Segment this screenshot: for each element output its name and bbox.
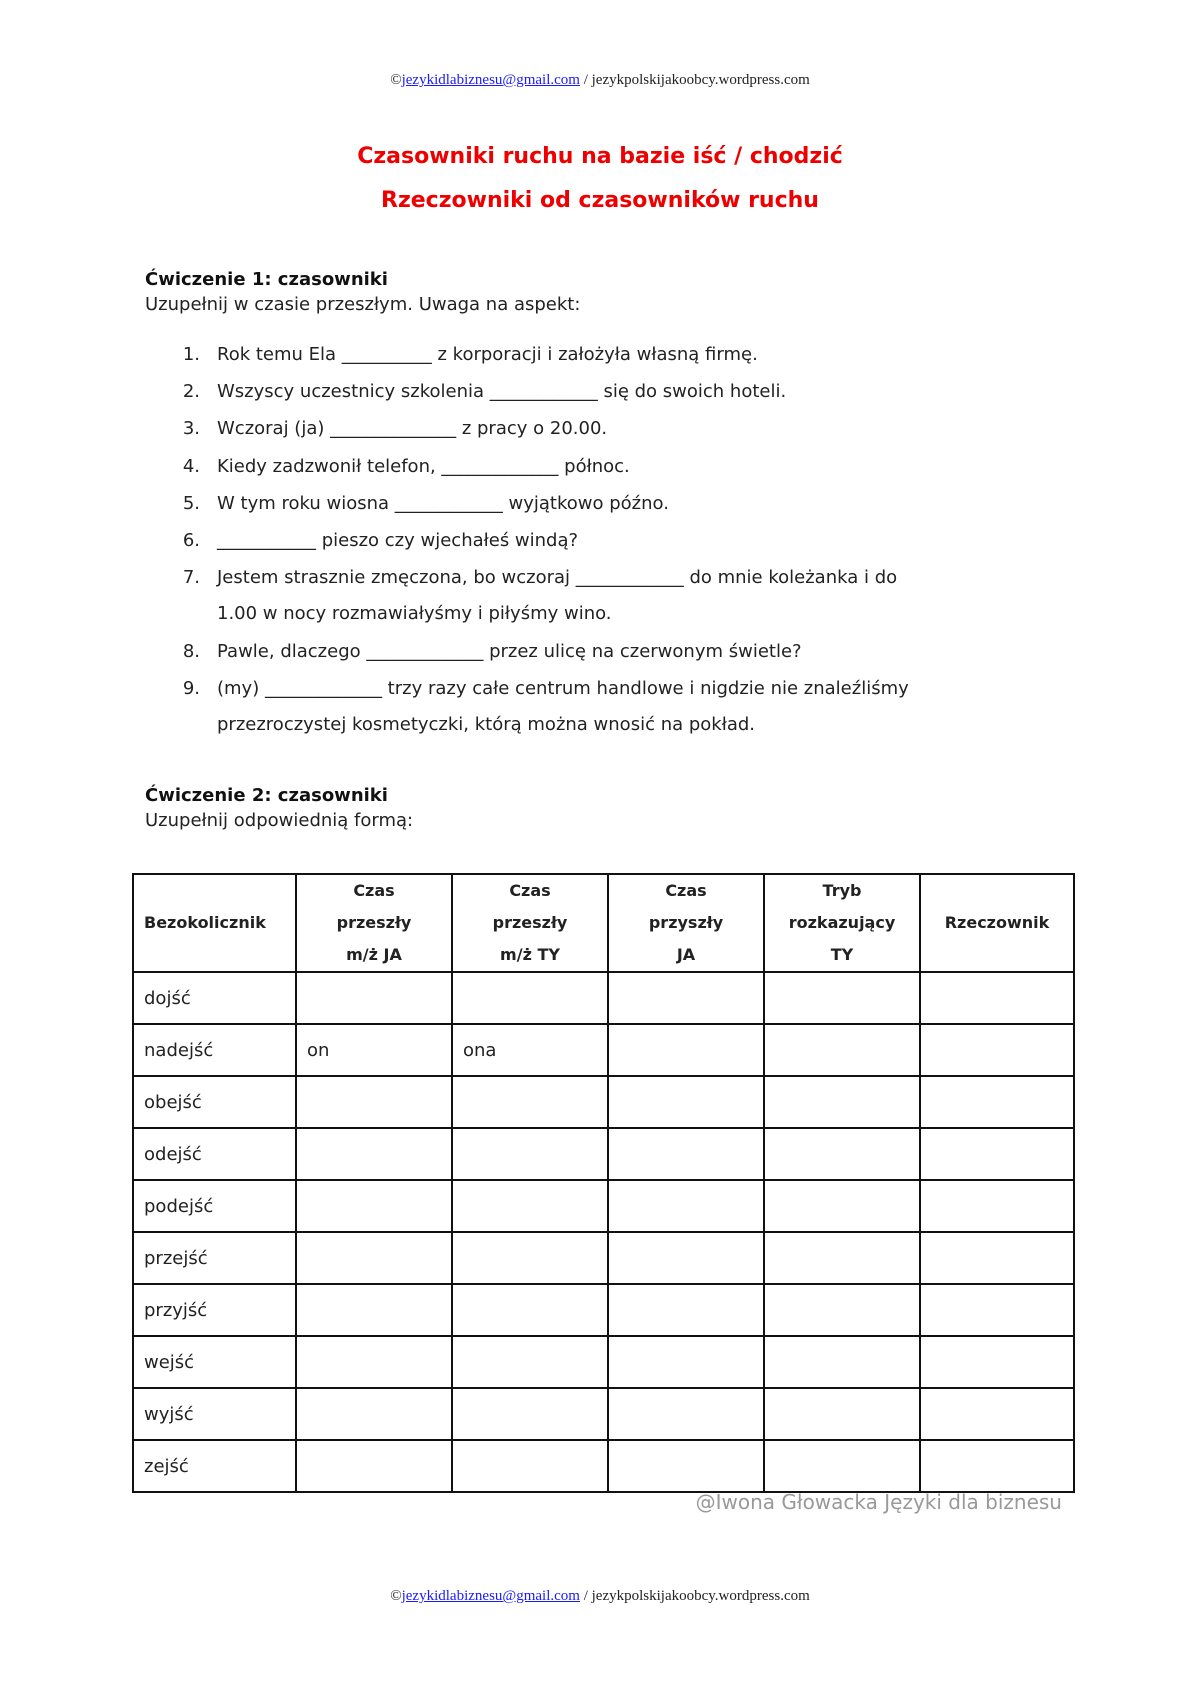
item-sentence bbox=[217, 456, 630, 477]
answer-cell[interactable] bbox=[608, 1388, 764, 1440]
column-header-line: Tryb bbox=[822, 881, 862, 900]
column-header bbox=[608, 874, 764, 972]
sentence-end: trzy razy całe centrum handlowe i nigdzie nie znaleźliśmy bbox=[381, 678, 909, 699]
answer-cell[interactable] bbox=[920, 1232, 1074, 1284]
infinitive-cell: przejść bbox=[133, 1232, 296, 1284]
answer-blank[interactable]: __________ bbox=[341, 344, 432, 365]
answer-cell[interactable] bbox=[608, 1076, 764, 1128]
answer-blank[interactable]: ___________ bbox=[217, 530, 316, 551]
column-header-line: Rzeczownik bbox=[944, 913, 1050, 932]
answer-cell[interactable] bbox=[296, 1440, 452, 1492]
column-header-line: przeszły bbox=[492, 913, 568, 932]
table-row bbox=[133, 1180, 1074, 1232]
infinitive-cell: wyjść bbox=[133, 1388, 296, 1440]
page-subtitle: Rzeczowniki od czasowników ruchu bbox=[381, 188, 819, 213]
table-row bbox=[133, 1024, 1074, 1076]
page-header bbox=[0, 72, 1200, 89]
answer-cell[interactable] bbox=[452, 1180, 608, 1232]
answer-cell[interactable] bbox=[764, 1180, 920, 1232]
sentence-end: pieszo czy wjechałeś windą? bbox=[316, 530, 579, 551]
infinitive-cell: obejść bbox=[133, 1076, 296, 1128]
website-text: jezykpolskijakoobcy.wordpress.com bbox=[591, 1588, 810, 1604]
column-header-line: rozkazujący bbox=[788, 913, 896, 932]
table-row bbox=[133, 1336, 1074, 1388]
answer-cell[interactable] bbox=[296, 1232, 452, 1284]
column-header-line: TY bbox=[830, 945, 854, 964]
answer-cell[interactable] bbox=[608, 1024, 764, 1076]
sentence-start: Kiedy zadzwonił telefon, bbox=[217, 456, 442, 477]
answer-cell[interactable] bbox=[920, 1388, 1074, 1440]
answer-cell[interactable]: on bbox=[296, 1024, 452, 1076]
item-sentence-continuation: przezroczystej kosmetyczki, którą można wnosić na pokład. bbox=[217, 714, 756, 735]
item-number: 5. bbox=[182, 493, 200, 514]
answer-cell[interactable] bbox=[608, 1336, 764, 1388]
item-sentence bbox=[217, 344, 758, 365]
answer-cell[interactable] bbox=[764, 1440, 920, 1492]
sentence-end: z pracy o 20.00. bbox=[456, 418, 608, 439]
answer-cell[interactable] bbox=[452, 1232, 608, 1284]
infinitive-cell: nadejść bbox=[133, 1024, 296, 1076]
column-header-line: Czas bbox=[353, 881, 395, 900]
answer-cell[interactable] bbox=[764, 1024, 920, 1076]
sentence-end: północ. bbox=[558, 456, 630, 477]
copyright-symbol: © bbox=[390, 1588, 402, 1604]
item-sentence-continuation: 1.00 w nocy rozmawiałyśmy i piłyśmy wino. bbox=[217, 603, 612, 624]
answer-cell[interactable] bbox=[920, 1284, 1074, 1336]
column-header-line: JA bbox=[676, 945, 696, 964]
table-row bbox=[133, 1440, 1074, 1492]
table-row bbox=[133, 1076, 1074, 1128]
sentence-start: Wczoraj (ja) bbox=[217, 418, 331, 439]
sentence-start: Pawle, dlaczego bbox=[217, 641, 367, 662]
item-number: 6. bbox=[182, 530, 200, 551]
exercise2-heading: Ćwiczenie 2: czasowniki bbox=[145, 785, 388, 806]
table-row bbox=[133, 1232, 1074, 1284]
item-sentence bbox=[217, 418, 607, 439]
answer-cell[interactable] bbox=[764, 1336, 920, 1388]
answer-cell[interactable] bbox=[764, 972, 920, 1024]
column-header bbox=[296, 874, 452, 972]
answer-blank[interactable]: _____________ bbox=[264, 678, 382, 699]
item-sentence bbox=[217, 641, 802, 662]
answer-blank[interactable]: ____________ bbox=[489, 381, 598, 402]
column-header bbox=[452, 874, 608, 972]
exercise2-table bbox=[132, 873, 1075, 1493]
answer-cell[interactable] bbox=[920, 1180, 1074, 1232]
answer-cell[interactable] bbox=[452, 1388, 608, 1440]
column-header-line: m/ż JA bbox=[346, 945, 402, 964]
table-row bbox=[133, 1388, 1074, 1440]
answer-cell[interactable] bbox=[296, 1284, 452, 1336]
header-separator: / bbox=[579, 72, 592, 88]
website-text: jezykpolskijakoobcy.wordpress.com bbox=[591, 72, 810, 88]
table-row bbox=[133, 1128, 1074, 1180]
table-row bbox=[133, 1284, 1074, 1336]
infinitive-cell: podejść bbox=[133, 1180, 296, 1232]
infinitive-cell: dojść bbox=[133, 972, 296, 1024]
sentence-end: się do swoich hoteli. bbox=[597, 381, 787, 402]
item-sentence bbox=[217, 381, 786, 402]
item-number: 1. bbox=[182, 344, 200, 365]
answer-cell[interactable] bbox=[920, 1336, 1074, 1388]
answer-cell[interactable] bbox=[608, 1128, 764, 1180]
author-credit: @Iwona Głowacka Języki dla biznesu bbox=[695, 1490, 1062, 1514]
answer-cell[interactable] bbox=[920, 1024, 1074, 1076]
infinitive-cell: wejść bbox=[133, 1336, 296, 1388]
answer-cell[interactable] bbox=[608, 1232, 764, 1284]
answer-cell[interactable] bbox=[452, 972, 608, 1024]
answer-cell[interactable]: ona bbox=[452, 1024, 608, 1076]
email-link[interactable]: jezykidlabiznesu@gmail.com bbox=[401, 72, 580, 88]
page-footer bbox=[0, 1588, 1200, 1605]
infinitive-cell: przyjść bbox=[133, 1284, 296, 1336]
item-number: 8. bbox=[182, 641, 200, 662]
answer-cell[interactable] bbox=[296, 1128, 452, 1180]
page-title: Czasowniki ruchu na bazie iść / chodzić bbox=[357, 144, 843, 169]
answer-cell[interactable] bbox=[296, 1388, 452, 1440]
answer-cell[interactable] bbox=[764, 1128, 920, 1180]
answer-cell[interactable] bbox=[608, 1180, 764, 1232]
column-header-line: przeszły bbox=[336, 913, 412, 932]
sentence-start: Rok temu Ela bbox=[217, 344, 342, 365]
sentence-end: wyjątkowo późno. bbox=[502, 493, 669, 514]
answer-cell[interactable] bbox=[452, 1076, 608, 1128]
answer-cell[interactable] bbox=[608, 1440, 764, 1492]
answer-cell[interactable] bbox=[452, 1128, 608, 1180]
answer-blank[interactable]: ______________ bbox=[330, 418, 457, 439]
column-header-line: Bezokolicznik bbox=[144, 913, 266, 932]
answer-cell[interactable] bbox=[296, 1180, 452, 1232]
answer-cell[interactable] bbox=[452, 1440, 608, 1492]
column-header-line: przyszły bbox=[648, 913, 724, 932]
item-number: 7. bbox=[182, 567, 200, 588]
answer-cell[interactable] bbox=[296, 972, 452, 1024]
footer-separator: / bbox=[579, 1588, 592, 1604]
exercise1-instruction: Uzupełnij w czasie przeszłym. Uwaga na aspekt: bbox=[145, 294, 581, 315]
sentence-end: z korporacji i założyła własną firmę. bbox=[431, 344, 758, 365]
sentence-end: przez ulicę na czerwonym świetle? bbox=[483, 641, 802, 662]
answer-cell[interactable] bbox=[296, 1076, 452, 1128]
answer-cell[interactable] bbox=[608, 972, 764, 1024]
answer-cell[interactable] bbox=[920, 1076, 1074, 1128]
column-header bbox=[920, 874, 1074, 972]
answer-cell[interactable] bbox=[608, 1284, 764, 1336]
answer-cell[interactable] bbox=[920, 1128, 1074, 1180]
item-sentence bbox=[217, 678, 909, 699]
item-sentence bbox=[217, 530, 578, 551]
column-header-line: Czas bbox=[665, 881, 707, 900]
item-sentence bbox=[217, 493, 669, 514]
exercise1-heading: Ćwiczenie 1: czasowniki bbox=[145, 269, 388, 290]
infinitive-cell: zejść bbox=[133, 1440, 296, 1492]
exercise2-instruction: Uzupełnij odpowiednią formą: bbox=[145, 810, 414, 831]
answer-blank[interactable]: ____________ bbox=[575, 567, 684, 588]
sentence-start: (my) bbox=[217, 678, 265, 699]
item-sentence bbox=[217, 567, 897, 588]
answer-cell[interactable] bbox=[920, 1440, 1074, 1492]
answer-cell[interactable] bbox=[764, 1388, 920, 1440]
item-number: 4. bbox=[182, 456, 200, 477]
answer-blank[interactable]: _____________ bbox=[441, 456, 559, 477]
answer-cell[interactable] bbox=[452, 1284, 608, 1336]
column-header-line: Czas bbox=[509, 881, 551, 900]
infinitive-cell: odejść bbox=[133, 1128, 296, 1180]
table-row bbox=[133, 972, 1074, 1024]
answer-cell[interactable] bbox=[296, 1336, 452, 1388]
answer-cell[interactable] bbox=[764, 1076, 920, 1128]
answer-cell[interactable] bbox=[764, 1232, 920, 1284]
answer-cell[interactable] bbox=[764, 1284, 920, 1336]
sentence-end: do mnie koleżanka i do bbox=[683, 567, 898, 588]
item-number: 9. bbox=[182, 678, 200, 699]
column-header bbox=[764, 874, 920, 972]
sentence-start: Jestem strasznie zmęczona, bo wczoraj bbox=[217, 567, 576, 588]
column-header bbox=[133, 874, 296, 972]
column-header-line: m/ż TY bbox=[500, 945, 560, 964]
item-number: 2. bbox=[182, 381, 200, 402]
sentence-start: W tym roku wiosna bbox=[217, 493, 395, 514]
email-link[interactable]: jezykidlabiznesu@gmail.com bbox=[401, 1588, 580, 1604]
answer-cell[interactable] bbox=[452, 1336, 608, 1388]
answer-cell[interactable] bbox=[920, 972, 1074, 1024]
sentence-start: Wszyscy uczestnicy szkolenia bbox=[217, 381, 490, 402]
copyright-symbol: © bbox=[390, 72, 402, 88]
item-number: 3. bbox=[182, 418, 200, 439]
answer-blank[interactable]: _____________ bbox=[366, 641, 484, 662]
answer-blank[interactable]: ____________ bbox=[394, 493, 503, 514]
table-header-row bbox=[133, 874, 1074, 972]
